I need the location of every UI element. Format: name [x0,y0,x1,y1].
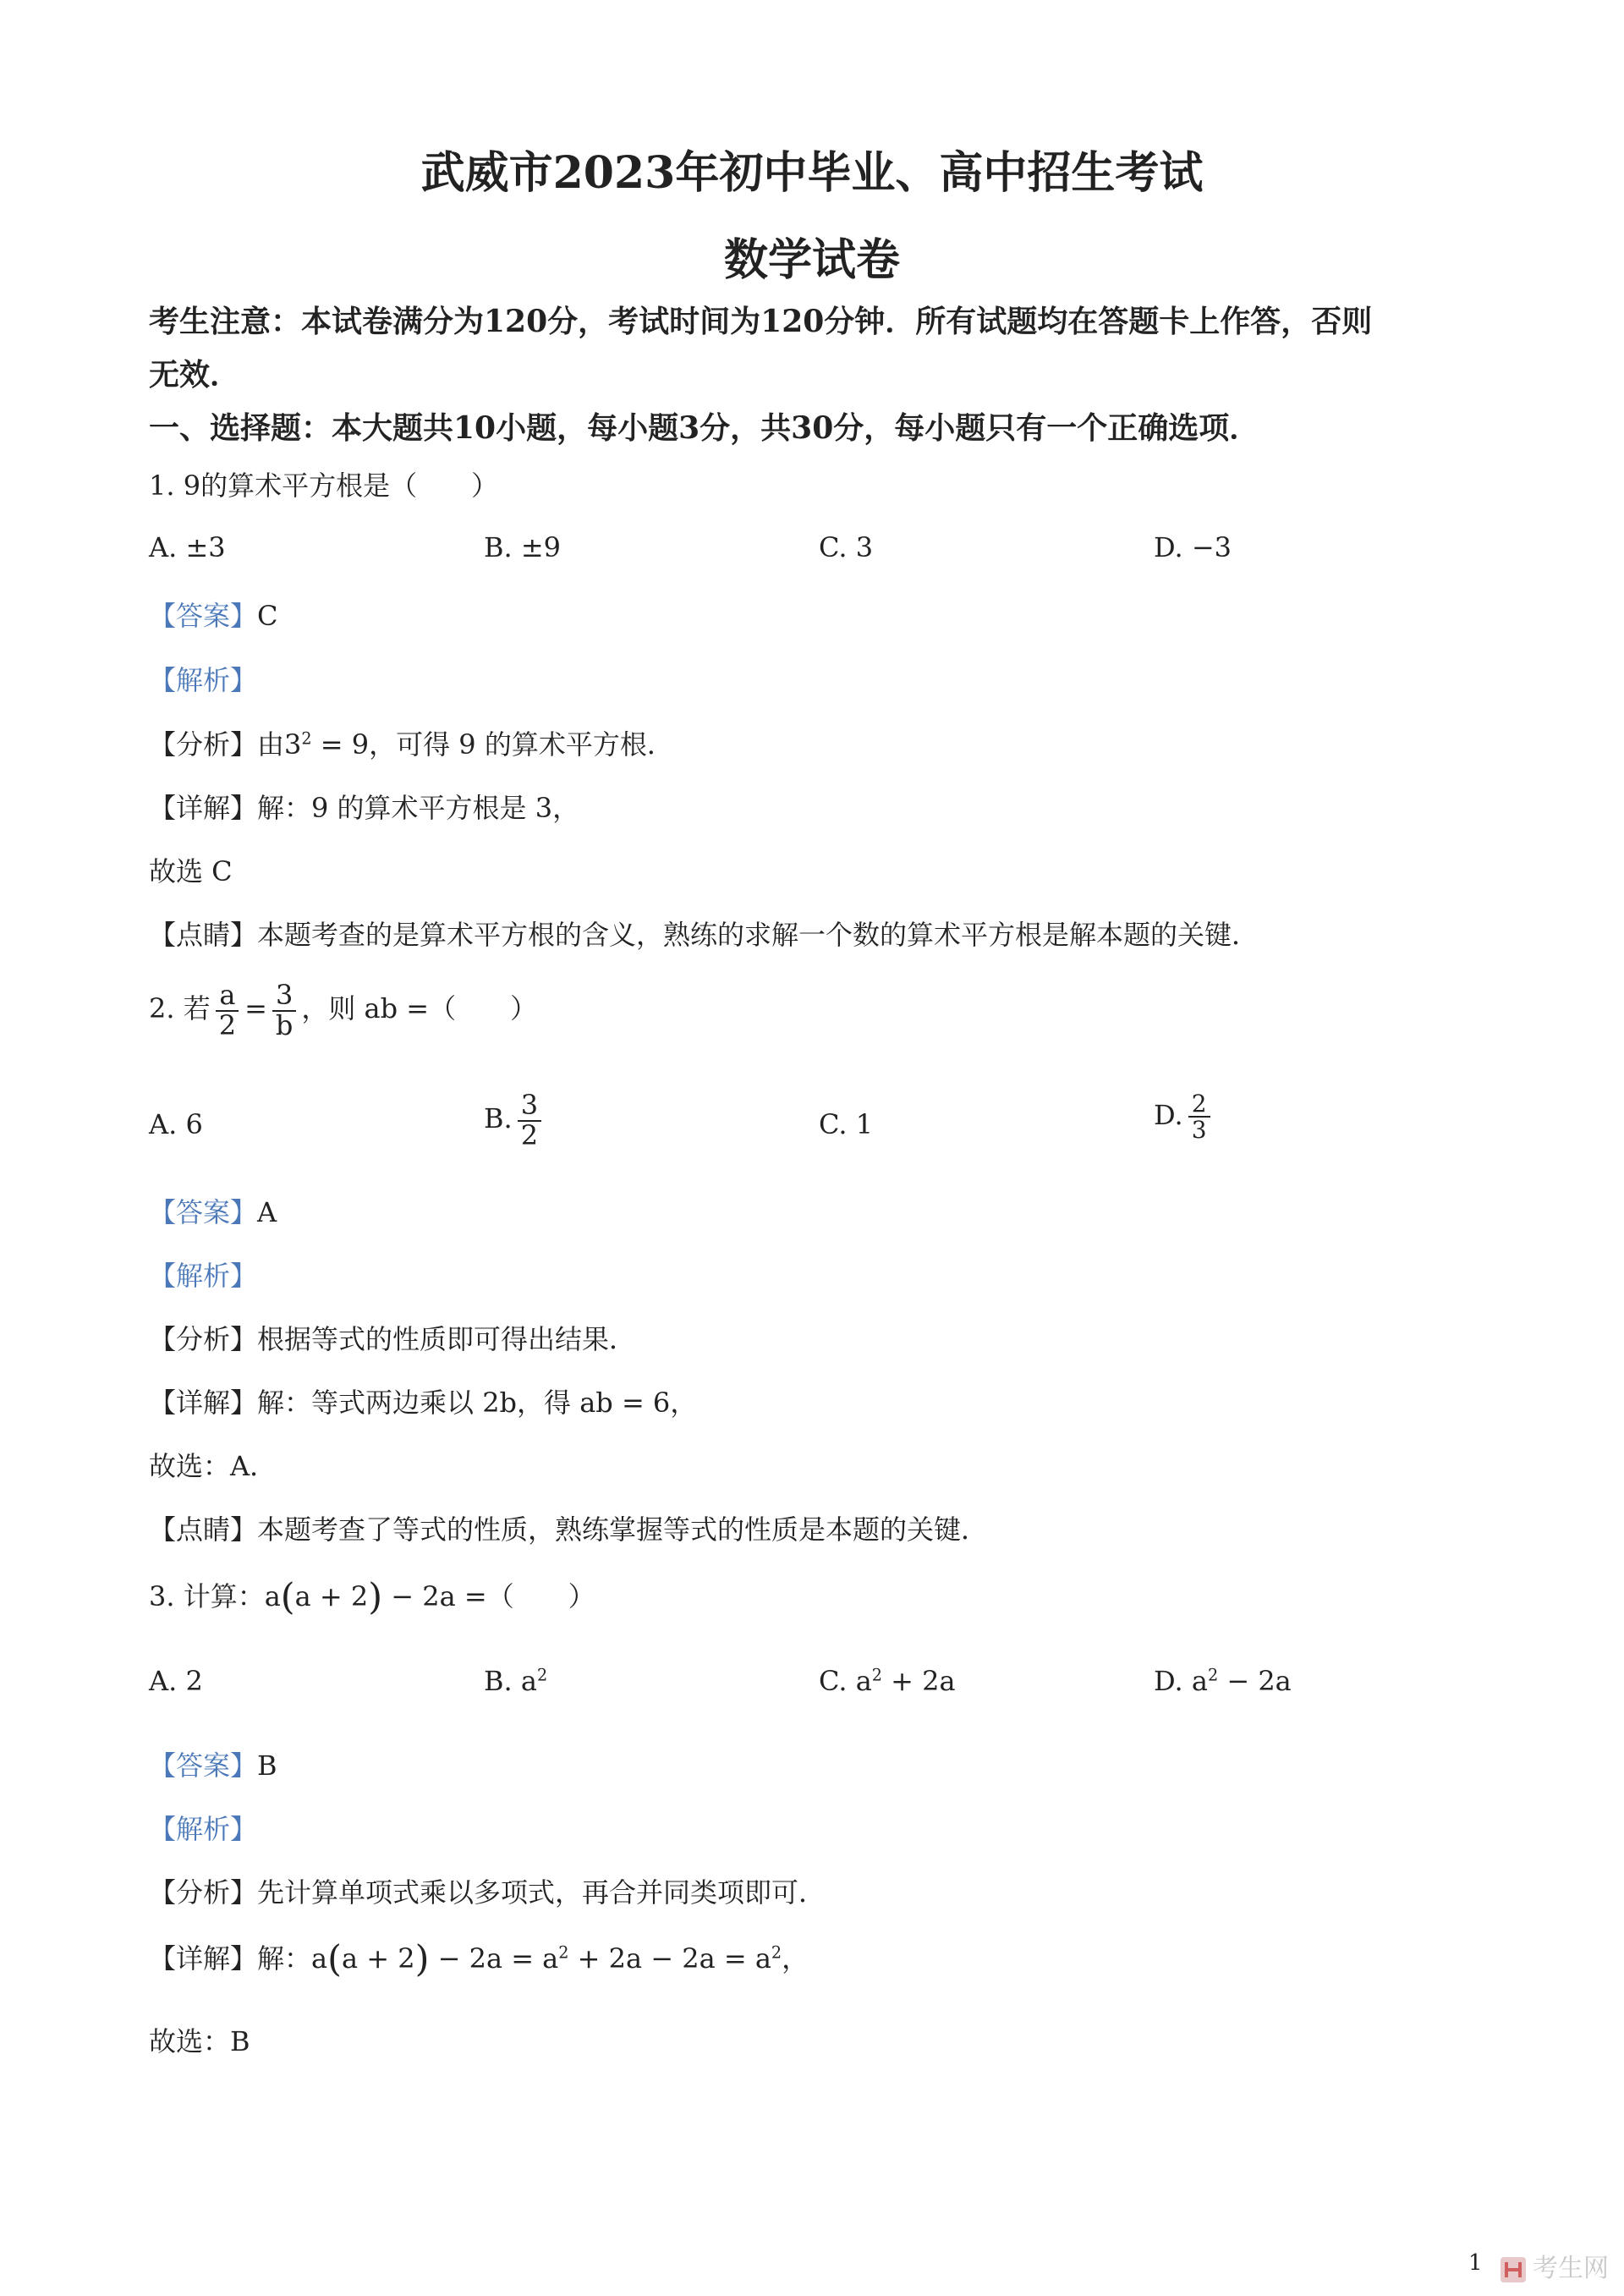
q2-xiangjie-text: 解：等式两边乘以 2b，得 ab = 6， [257,1387,698,1419]
fenxi-tag: 【分析】 [149,1323,258,1355]
q1-fenxi-base: 3 [284,728,302,761]
q3-xj-exp2: 2 [771,1942,782,1963]
q1-fenxi-text-a: 由 [257,728,285,761]
left-paren: ( [327,1938,342,1980]
q2-fraction-a-over-2 [216,981,239,1040]
notice-line-1: 考生注意：本试卷满分为120分，考试时间为120分钟．所有试题均在答题卡上作答，否则 [149,304,1373,339]
q1-dianjing [149,914,1259,953]
q2-answer-value: A [257,1196,277,1228]
q3-xj-c: + 2a − 2a = a [568,1942,771,1975]
q3-fenxi-text: 先计算单项式乘以多项式，再合并同类项即可． [257,1876,826,1909]
dianjing-tag: 【点睛】 [149,919,258,951]
q2-stem-text-a: 2. 若 [149,992,211,1025]
watermark [1499,2247,1609,2284]
fenxi-tag: 【分析】 [149,728,258,761]
q3-option-b [484,1665,547,1697]
q2-option-b-fraction [518,1091,541,1150]
q1-option-d: D. −3 [1154,531,1232,563]
analysis-tag: 【解析】 [149,664,258,696]
right-paren: ) [414,1938,430,1980]
q1-option-c: C. 3 [819,531,874,563]
q1-fenxi-text-b: ，可得 9 的算术平方根． [369,728,674,761]
q3-xj-d: ， [782,1942,809,1975]
analysis-tag: 【解析】 [149,1813,258,1845]
q2-option-d-label: D. [1154,1098,1183,1131]
q2-fraction-3-over-b [272,981,296,1040]
q2-option-b-label: B. [484,1102,513,1135]
notice-line-2: 无效． [149,357,241,393]
q2-dianjing-text: 本题考查了等式的性质，熟练掌握等式的性质是本题的关键． [257,1513,989,1546]
frac-numerator: 3 [518,1091,541,1122]
exam-title: 武威市2023年初中毕业、高中招生考试 [420,147,1204,199]
fenxi-tag: 【分析】 [149,1876,258,1909]
q3-option-a: A. 2 [149,1665,203,1697]
q3-xiangjie-math [311,1938,809,1980]
q3-xj-a: a [311,1942,328,1975]
q2-option-a: A. 6 [149,1108,203,1140]
q1-analysis-tag [149,659,257,698]
q3-answer-value: B [257,1749,277,1782]
answer-tag: 【答案】 [149,1196,258,1228]
q3-option-d-rest: − 2a [1218,1665,1292,1697]
frac-denominator: 2 [520,1118,539,1151]
frac-denominator: 3 [1191,1116,1207,1145]
exam-subtitle: 数学试卷 [723,234,900,286]
q3-xj-b: − 2a = a [429,1942,559,1975]
q3-option-b-label: B. a [484,1665,537,1697]
q1-fenxi-rest: = 9 [311,728,370,761]
q2-dianjing [149,1508,988,1547]
q3-option-c-rest: + 2a [881,1665,956,1697]
xiangjie-tag: 【详解】 [149,1942,258,1975]
q3-xj-inner: a + 2 [341,1942,415,1975]
xiangjie-tag: 【详解】 [149,792,258,824]
q2-stem-text-b: ，则 ab =（ ） [301,992,538,1025]
q2-stem [149,981,537,1040]
q3-xiangjie [149,1937,809,1980]
q3-option-c-label: C. a [819,1665,872,1697]
q2-option-c: C. 1 [819,1108,874,1140]
q1-answer [149,595,278,634]
analysis-tag: 【解析】 [149,1260,258,1292]
q3-option-b-exp: 2 [536,1665,548,1685]
q2-choice: 故选：A． [149,1450,277,1482]
q2-option-d-fraction [1188,1091,1210,1143]
q1-option-a: A. ±3 [149,531,226,563]
q3-option-c [819,1665,956,1697]
xiangjie-tag: 【详解】 [149,1387,258,1419]
watermark-text: 考生网 [1533,2254,1609,2283]
q1-stem: 1. 9的算术平方根是（ ） [149,470,499,502]
q2-equals: = [244,992,267,1025]
q1-xiangjie-text: 解：9 的算术平方根是 3， [257,792,580,824]
q2-fenxi [149,1318,636,1357]
q3-option-d [1154,1665,1292,1697]
q3-fenxi [149,1871,826,1910]
q3-stem-math [264,1576,595,1618]
answer-tag: 【答案】 [149,1749,258,1782]
q2-xiangjie [149,1381,697,1420]
q1-option-b: B. ±9 [484,531,562,563]
q3-analysis-tag [149,1808,257,1847]
q3-math-a: a [264,1580,281,1612]
q2-fenxi-text: 根据等式的性质即可得出结果． [257,1323,637,1355]
q3-option-d-label: D. a [1154,1665,1208,1697]
q2-option-b [484,1091,546,1150]
left-paren: ( [280,1576,295,1618]
q3-stem-text: 3. 计算： [149,1580,265,1612]
q2-option-d [1154,1091,1215,1143]
frac-denominator: 2 [218,1008,237,1041]
watermark-logo-icon [1499,2255,1528,2284]
q3-stem [149,1575,595,1618]
q3-option-d-exp: 2 [1207,1665,1219,1685]
q1-answer-value: C [257,600,278,632]
q3-math-rest: − 2a =（ ） [382,1580,595,1612]
q1-fenxi-exp: 2 [301,728,312,749]
q3-answer [149,1744,277,1783]
q3-xj-exp1: 2 [558,1942,569,1963]
frac-denominator: b [275,1008,294,1041]
frac-numerator: 3 [272,981,296,1012]
q3-option-c-exp: 2 [871,1665,882,1685]
q3-choice: 故选：B [149,2025,250,2057]
dianjing-tag: 【点睛】 [149,1513,258,1546]
right-paren: ) [368,1576,383,1618]
q1-fenxi [149,723,674,762]
q1-xiangjie [149,787,579,826]
q3-math-inner: a + 2 [294,1580,369,1612]
q1-choice: 故选 C [149,855,233,887]
answer-tag: 【答案】 [149,600,258,632]
q1-fenxi-math [284,728,369,761]
q2-analysis-tag [149,1255,257,1294]
frac-numerator: a [216,981,239,1012]
q2-answer [149,1191,277,1230]
frac-numerator: 2 [1188,1091,1210,1118]
page-number: 1 [1468,2250,1483,2276]
section-heading: 一、选择题：本大题共10小题，每小题3分，共30分，每小题只有一个正确选项． [149,410,1260,446]
q1-dianjing-text: 本题考查的是算术平方根的含义，熟练的求解一个数的算术平方根是解本题的关键． [257,919,1259,951]
q3-xiangjie-text: 解： [257,1942,312,1975]
